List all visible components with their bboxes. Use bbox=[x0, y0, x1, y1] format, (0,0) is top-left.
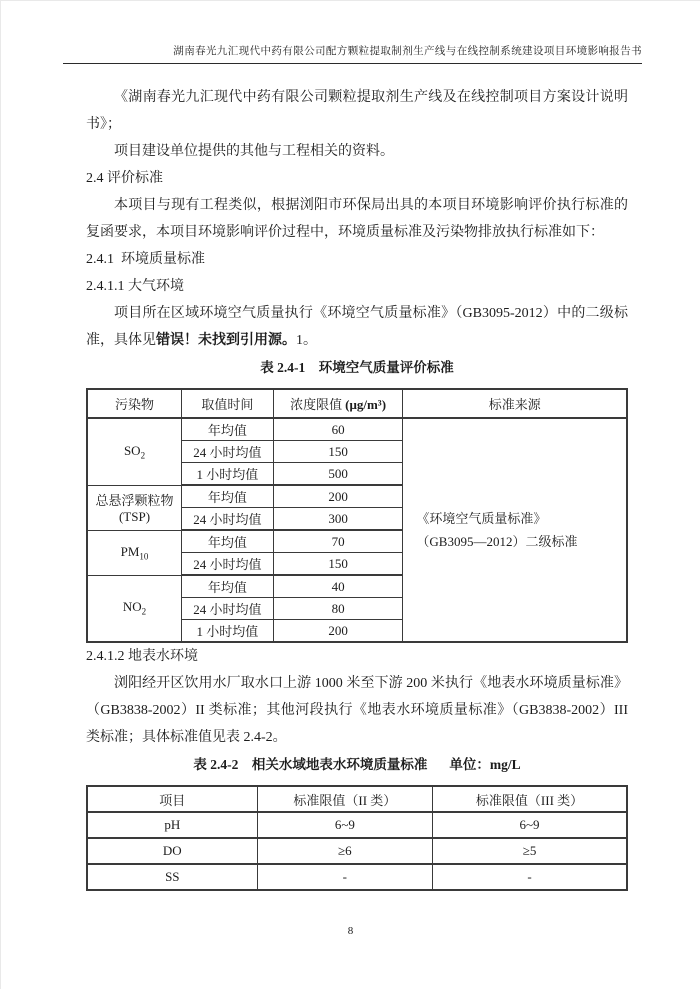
col-header-pollutant: 污染物 bbox=[87, 389, 182, 418]
item-cell: pH bbox=[87, 812, 257, 838]
table-row bbox=[87, 864, 627, 890]
value-cell: 70 bbox=[273, 530, 403, 553]
value-cell: 60 bbox=[273, 418, 403, 441]
value-cell: 200 bbox=[273, 485, 403, 508]
item-cell: DO bbox=[87, 838, 257, 864]
pollutant-cell-so2 bbox=[87, 418, 182, 485]
pollutant-name: PM bbox=[120, 543, 140, 559]
item-cell: SS bbox=[87, 864, 257, 890]
water-table-caption bbox=[86, 751, 628, 778]
pollutant-cell-tsp bbox=[87, 485, 182, 530]
value-cell: 40 bbox=[273, 575, 403, 598]
paragraph-surface-water: 浏阳经开区饮用水厂取水口上游 1000 米至下游 200 米执行《地表水环境质量标准》（GB3838-2002）II 类标准；其他河段执行《地表水环境质量标准》（GB3838-2002）III 类标准；具体标准值见表 2.4-2。 bbox=[86, 676, 628, 745]
col-header-source: 标准来源 bbox=[403, 389, 627, 418]
value-cell: 200 bbox=[273, 620, 403, 643]
section-heading-2-4-1-1: 2.4.1.1 大气环境 bbox=[86, 279, 184, 294]
page-number: 8 bbox=[347, 925, 354, 937]
table-row bbox=[87, 418, 627, 441]
paragraph-reference-doc: 《湖南春光九汇现代中药有限公司颗粒提取剂生产线及在线控制项目方案设计说明书》； bbox=[86, 90, 628, 132]
value-cell: 300 bbox=[273, 508, 403, 531]
value-cell: ≥6 bbox=[257, 838, 433, 864]
time-cell: 24 小时均值 bbox=[182, 598, 274, 620]
air-quality-text-after: 1。 bbox=[296, 333, 317, 348]
water-caption-unit: 单位：mg/L bbox=[449, 757, 521, 772]
col-header-time: 取值时间 bbox=[182, 389, 274, 418]
value-cell: 150 bbox=[273, 441, 403, 463]
value-cell: 500 bbox=[273, 463, 403, 486]
pollutant-subscript: 2 bbox=[140, 450, 146, 461]
pollutant-name: 总悬浮颗粒物 bbox=[95, 493, 174, 508]
pollutant-cell-pm10 bbox=[87, 530, 182, 575]
limit-label: 浓度限值 bbox=[290, 397, 343, 412]
value-cell: ≥5 bbox=[433, 838, 627, 864]
pollutant-cell-no2 bbox=[87, 575, 182, 642]
pollutant-subscript: 2 bbox=[141, 607, 147, 618]
col-header-item: 项目 bbox=[87, 786, 257, 812]
pollutant-subscript: 10 bbox=[139, 551, 149, 562]
time-cell: 24 小时均值 bbox=[182, 441, 274, 463]
surface-water-standards-table bbox=[86, 785, 628, 891]
page-footer bbox=[1, 925, 700, 937]
value-cell: 6~9 bbox=[433, 812, 627, 838]
pollutant-name-line2: (TSP) bbox=[118, 509, 151, 524]
time-cell: 24 小时均值 bbox=[182, 508, 274, 531]
table-row bbox=[87, 812, 627, 838]
water-caption-text: 表 2.4-2 相关水域地表水环境质量标准 bbox=[193, 757, 428, 772]
section-heading-2-4: 2.4 评价标准 bbox=[86, 171, 163, 186]
value-cell: - bbox=[257, 864, 433, 890]
section-heading-2-4-1-2: 2.4.1.2 地表水环境 bbox=[86, 649, 198, 664]
time-cell: 年均值 bbox=[182, 575, 274, 598]
time-cell: 年均值 bbox=[182, 530, 274, 553]
time-cell: 年均值 bbox=[182, 485, 274, 508]
air-quality-text: 项目所在区域环境空气质量执行《环境空气质量标准》（GB3095-2012）中的二级标准，具体见 bbox=[86, 306, 628, 348]
air-quality-standards-table bbox=[86, 388, 628, 643]
paragraph-standards-intro: 本项目与现有工程类似，根据浏阳市环保局出具的本项目环境影响评价执行标准的复函要求，本项目环境影响评价过程中，环境质量标准及污染物排放执行标准如下： bbox=[86, 198, 628, 240]
paragraph-air-quality bbox=[86, 300, 628, 354]
paragraph-other-materials: 项目建设单位提供的其他与工程相关的资料。 bbox=[114, 144, 394, 159]
source-line-2: （GB3095—2012）二级标准 bbox=[416, 534, 578, 549]
header-rule bbox=[63, 63, 642, 64]
standard-source-cell bbox=[403, 418, 627, 642]
limit-unit: (μg/m³) bbox=[345, 397, 387, 412]
table-row bbox=[87, 838, 627, 864]
pollutant-name: SO bbox=[123, 442, 141, 458]
water-table-header-row bbox=[87, 786, 627, 812]
document-body bbox=[86, 84, 628, 891]
col-header-limit bbox=[273, 389, 403, 418]
error-reference-text: 错误！未找到引用源。 bbox=[156, 333, 296, 348]
running-header-title: 湖南春光九汇现代中药有限公司配方颗粒提取制剂生产线与在线控制系统建设项目环境影响报告书 bbox=[173, 46, 642, 57]
air-table-caption: 表 2.4-1 环境空气质量评价标准 bbox=[260, 360, 454, 375]
air-table-header-row bbox=[87, 389, 627, 418]
time-cell: 1 小时均值 bbox=[182, 463, 274, 486]
time-cell: 24 小时均值 bbox=[182, 553, 274, 576]
source-line-1: 《环境空气质量标准》 bbox=[416, 511, 547, 526]
value-cell: 80 bbox=[273, 598, 403, 620]
value-cell: 150 bbox=[273, 553, 403, 576]
time-cell: 年均值 bbox=[182, 418, 274, 441]
value-cell: 6~9 bbox=[257, 812, 433, 838]
col-header-class2-limit: 标准限值（II 类） bbox=[257, 786, 433, 812]
value-cell: - bbox=[433, 864, 627, 890]
section-heading-2-4-1: 2.4.1 环境质量标准 bbox=[86, 252, 205, 267]
col-header-class3-limit: 标准限值（III 类） bbox=[433, 786, 627, 812]
pollutant-name: NO bbox=[122, 599, 142, 615]
time-cell: 1 小时均值 bbox=[182, 620, 274, 643]
